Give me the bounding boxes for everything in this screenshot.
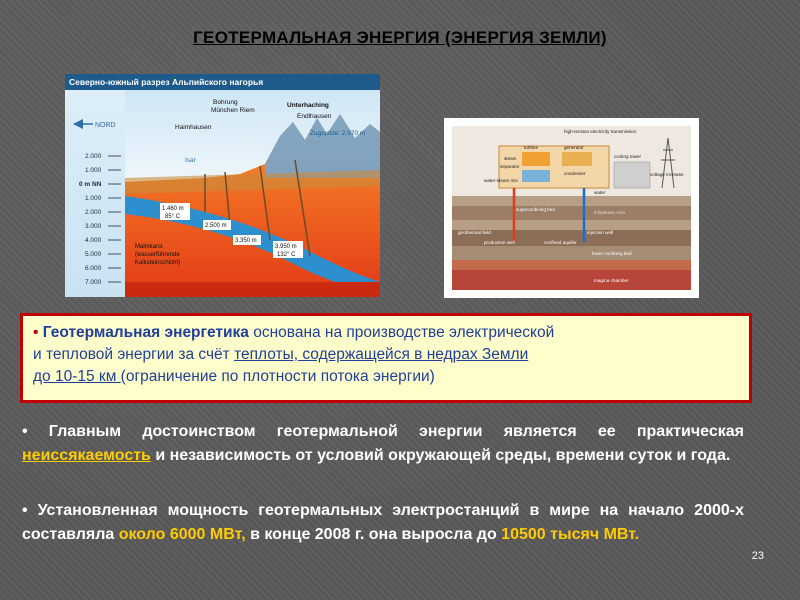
well-label: 85° C [165, 214, 181, 220]
diagram-label: condenser [564, 171, 586, 176]
depth-label: 0 m NN [79, 181, 102, 188]
alpine-cross-section-figure [65, 74, 380, 297]
diagram-label: separator [500, 164, 520, 169]
place-label: Zugspitze: 2.970 m [310, 130, 366, 137]
place-label: Unterhaching [287, 102, 329, 109]
malmkarst-label: Malmkarst [135, 244, 163, 250]
diagram-label: generator [564, 145, 584, 150]
bullet-icon: • [22, 502, 28, 519]
place-label: Isar [185, 157, 196, 164]
diagram-label: voltage increase [650, 172, 684, 177]
diagram-label: lower confining bed [592, 251, 632, 256]
slide-title: ГЕОТЕРМАЛЬНАЯ ЭНЕРГИЯ (ЭНЕРГИЯ ЗЕМЛИ) [193, 28, 607, 47]
depth-label: 2.000 [85, 209, 102, 216]
diagram-label: water [594, 190, 606, 195]
geothermal-plant-diagram [444, 118, 699, 298]
place-label: München Riem [211, 107, 255, 114]
compass-label: NORD [95, 122, 116, 129]
depth-label: 3.000 [85, 223, 102, 230]
diagram-label: superconfining bed [516, 207, 555, 212]
depth-label: 1.000 [85, 167, 102, 174]
bullet-icon: • [33, 324, 39, 341]
well-label: 1.460 m [162, 206, 184, 212]
diagram-label: high-tension electricity transmission [564, 129, 637, 134]
diagram-label: geothermal field [458, 230, 491, 235]
diagram-label: magma chamber [594, 278, 629, 283]
diagram-label: turbine [524, 145, 539, 150]
capacity-paragraph: • Установленная мощность геотермальных электростанций в мире на начало 2000-х составляла около 6000 МВт, в конце 2008 г. она выросла до 10500 тысяч МВт. [22, 502, 744, 543]
place-label: Bohrung [213, 99, 238, 106]
diagram-label: confined aquifer [544, 240, 577, 245]
malmkarst-label: Kalksteinschicht) [135, 260, 181, 266]
well-label: 3.350 m [235, 238, 257, 244]
definition-box [20, 313, 752, 403]
malmkarst-label: (wasserführende [135, 252, 180, 258]
diagram-label: water-steam mix [484, 178, 518, 183]
figure1-heading: Северно-южный разрез Альпийского нагорья [69, 77, 264, 87]
depth-label: 6.000 [85, 265, 102, 272]
diagram-label: cooling tower [614, 154, 642, 159]
diagram-label: production well [484, 240, 515, 245]
depth-label: 1.000 [85, 195, 102, 202]
well-label: 132° C [277, 252, 296, 258]
depth-label: 5.000 [85, 251, 102, 258]
diagram-label: steam [504, 156, 517, 161]
diagram-label: infoplease.com [594, 210, 625, 215]
depth-label: 4.000 [85, 237, 102, 244]
well-label: 3.950 m [275, 244, 297, 250]
depth-label: 7.000 [85, 279, 102, 286]
definition-text: • Геотермальная энергетика основана на производстве электрической и тепловой энергии за счёт теплоты, содержащейся в недрах Земли до 10-15 км (ограничение по плотности потока энергии) [33, 324, 555, 385]
advantage-paragraph: • Главным достоинством геотермальной энергии является ее практическая неиссякаемость и независимость от условий окружающей среды, времени суток и года. [22, 423, 744, 464]
place-label: Endlhausen [297, 113, 332, 120]
well-label: 2.500 m [205, 223, 227, 229]
bullet-icon: • [22, 423, 28, 440]
diagram-label: injection well [587, 230, 614, 235]
place-label: Haimhausen [175, 124, 212, 131]
depth-label: 2.000 [85, 153, 102, 160]
page-number: 23 [751, 550, 764, 562]
